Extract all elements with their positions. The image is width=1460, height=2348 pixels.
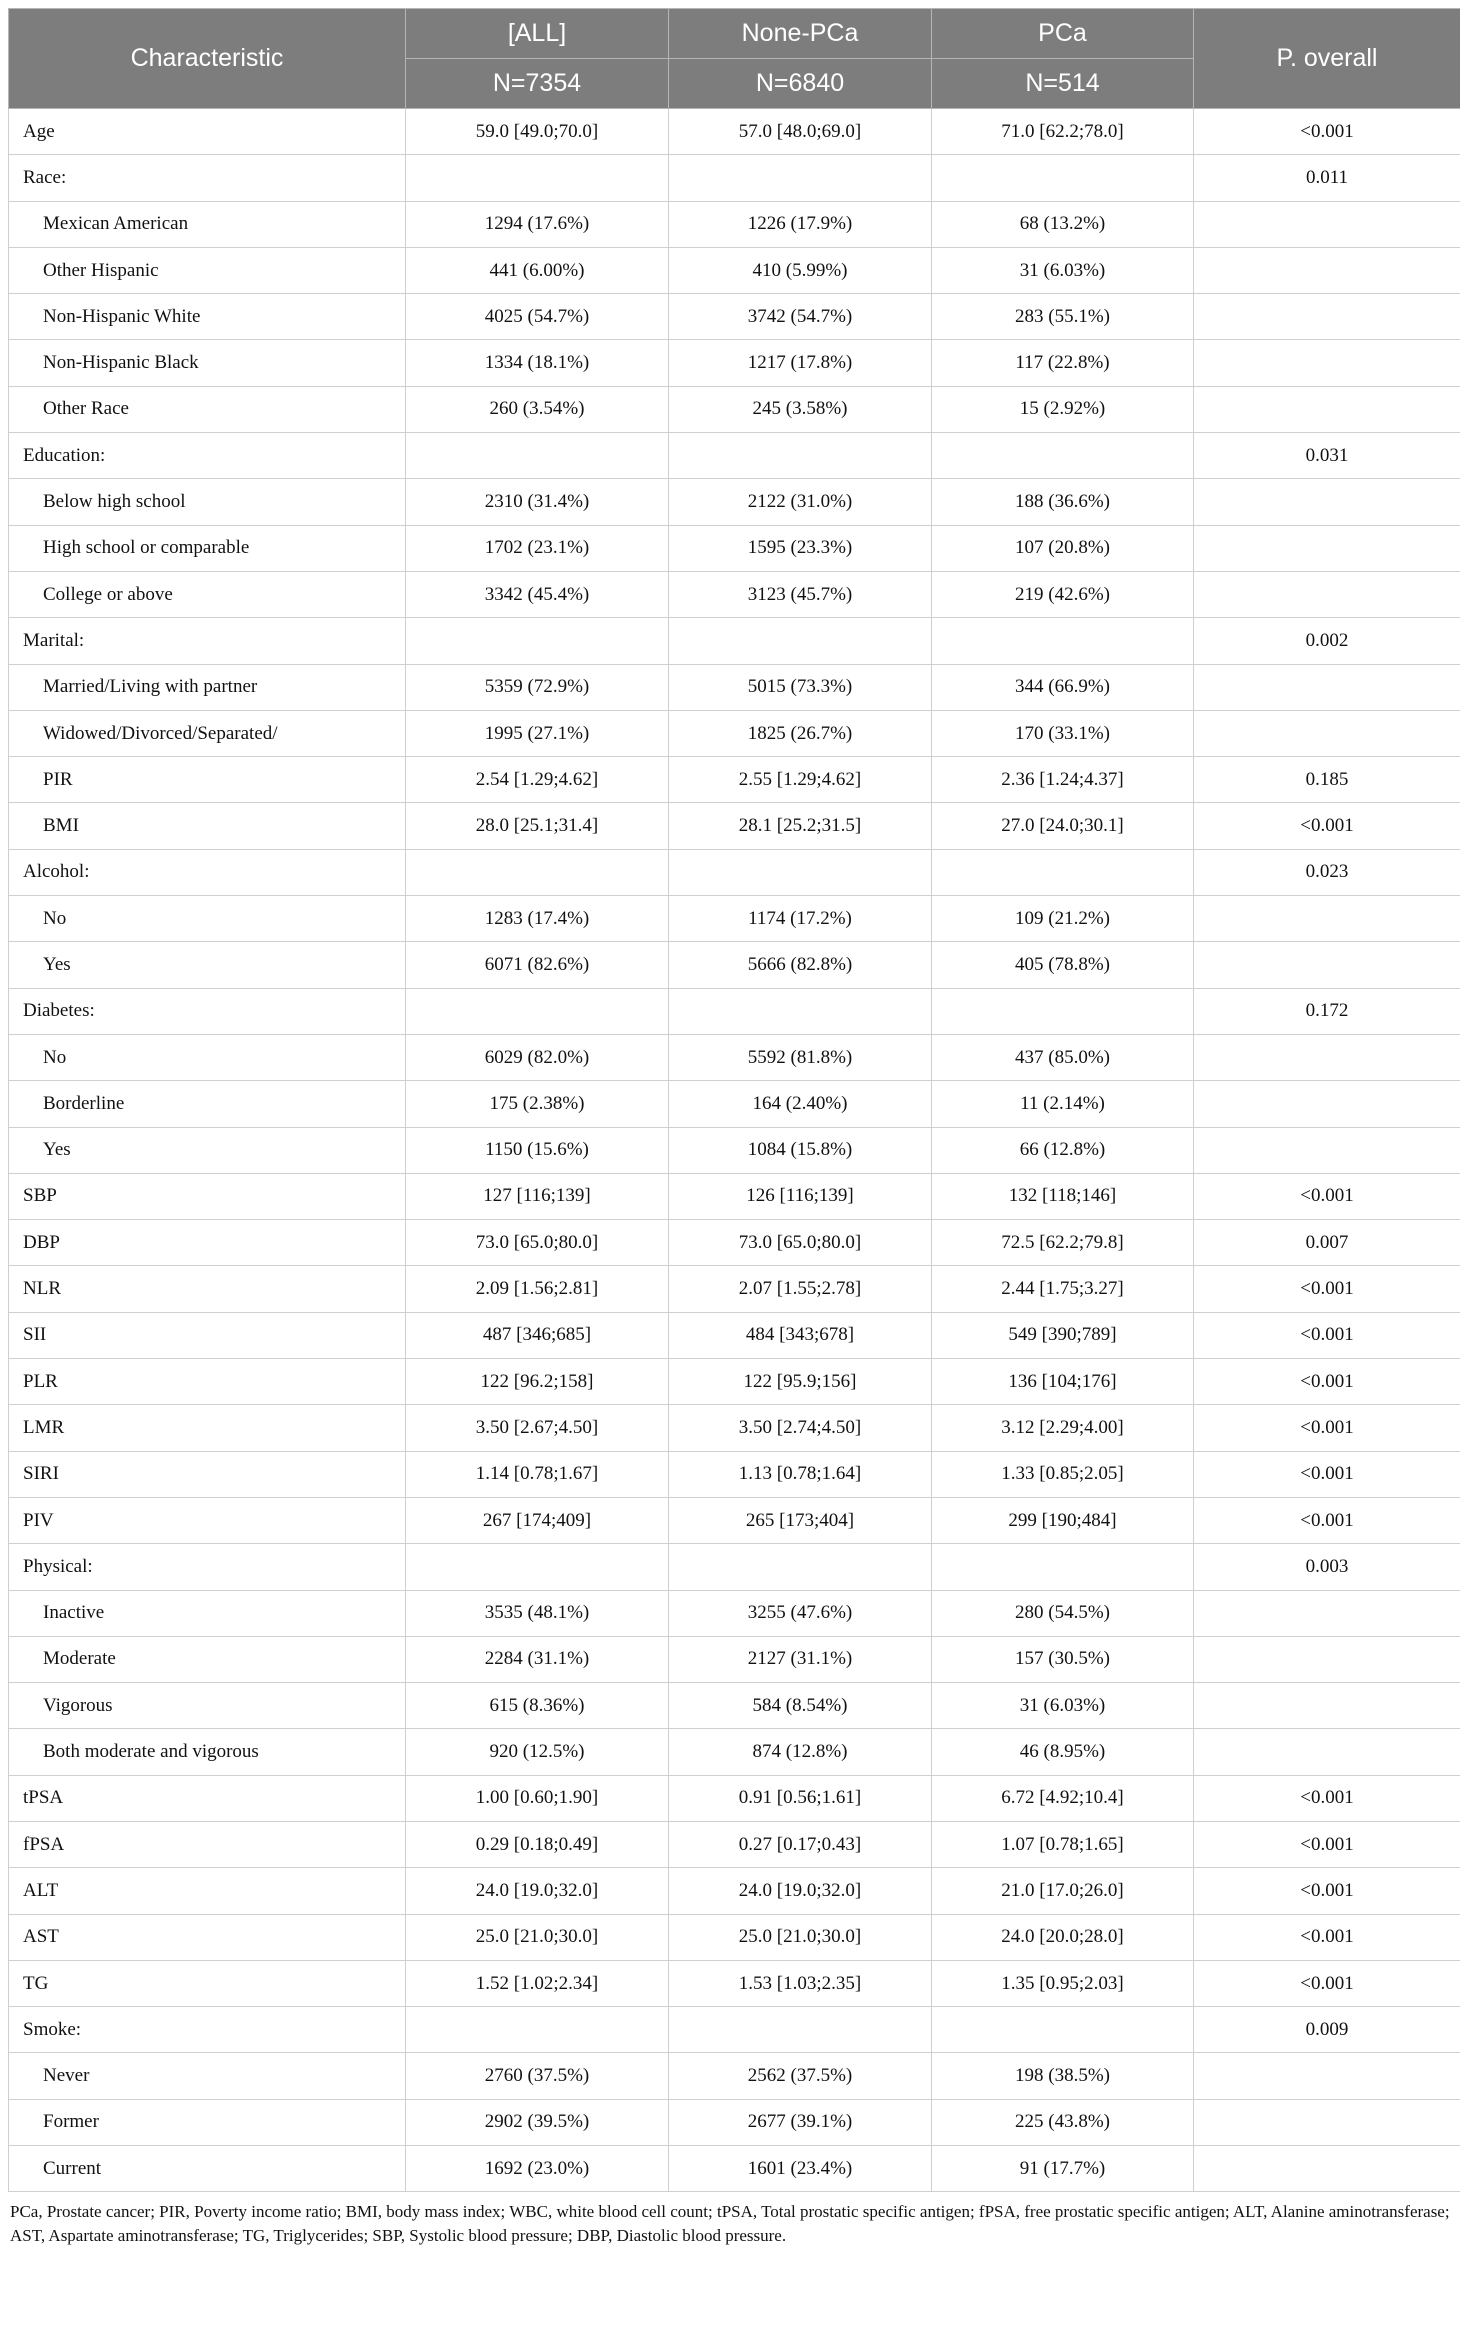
row-label: Yes [9,1127,406,1173]
table-row [9,1683,1460,1729]
value-pca: 280 (54.5%) [932,1590,1194,1636]
row-label: Married/Living with partner [9,664,406,710]
value-all: 1692 (23.0%) [406,2146,669,2192]
value-pca [932,433,1194,479]
table-row [9,1173,1460,1219]
value-p-overall [1194,710,1460,756]
value-all: 2310 (31.4%) [406,479,669,525]
value-p-overall [1194,525,1460,571]
value-none-pca: 122 [95.9;156] [669,1359,932,1405]
row-label: LMR [9,1405,406,1451]
value-none-pca: 1217 (17.8%) [669,340,932,386]
table-row [9,1497,1460,1543]
row-label: Vigorous [9,1683,406,1729]
row-label: PIR [9,757,406,803]
value-none-pca: 245 (3.58%) [669,386,932,432]
value-p-overall: 0.007 [1194,1220,1460,1266]
value-all: 2902 (39.5%) [406,2099,669,2145]
value-all: 3342 (45.4%) [406,571,669,617]
value-none-pca: 1825 (26.7%) [669,710,932,756]
value-p-overall [1194,386,1460,432]
value-p-overall: 0.023 [1194,849,1460,895]
row-label: Current [9,2146,406,2192]
value-all: 175 (2.38%) [406,1081,669,1127]
value-none-pca: 1084 (15.8%) [669,1127,932,1173]
value-pca: 132 [118;146] [932,1173,1194,1219]
value-p-overall: 0.172 [1194,988,1460,1034]
row-label: Inactive [9,1590,406,1636]
row-label: No [9,1034,406,1080]
row-label: AST [9,1914,406,1960]
row-label: SBP [9,1173,406,1219]
value-pca: 283 (55.1%) [932,294,1194,340]
value-all: 615 (8.36%) [406,1683,669,1729]
row-label: Non-Hispanic White [9,294,406,340]
value-p-overall: <0.001 [1194,1405,1460,1451]
table-row [9,109,1460,155]
value-pca: 549 [390;789] [932,1312,1194,1358]
value-all [406,2007,669,2053]
value-none-pca [669,988,932,1034]
value-p-overall: <0.001 [1194,1497,1460,1543]
row-label: PLR [9,1359,406,1405]
row-label: High school or comparable [9,525,406,571]
value-pca: 71.0 [62.2;78.0] [932,109,1194,155]
table-footnote: PCa, Prostate cancer; PIR, Poverty income ratio; BMI, body mass index; WBC, white blood cell count; tPSA, Total prostatic specific antigen; fPSA, free prostatic specific antigen; ALT, Alanine aminotransferase; AST, Aspartate aminotransferase; TG, Triglycerides; SBP, Systolic blood pressure; DBP, Diastolic blood pressure. [10,2202,1450,2246]
table-row [9,1775,1460,1821]
value-none-pca: 1.13 [0.78;1.64] [669,1451,932,1497]
row-label: Never [9,2053,406,2099]
value-pca: 170 (33.1%) [932,710,1194,756]
value-pca: 46 (8.95%) [932,1729,1194,1775]
value-all: 920 (12.5%) [406,1729,669,1775]
value-none-pca [669,618,932,664]
value-all: 487 [346;685] [406,1312,669,1358]
value-p-overall: 0.031 [1194,433,1460,479]
value-p-overall [1194,1034,1460,1080]
value-p-overall: 0.009 [1194,2007,1460,2053]
table-row [9,1821,1460,1867]
header-none-pca-n: N=6840 [669,59,932,109]
row-label: Former [9,2099,406,2145]
value-none-pca: 2.55 [1.29;4.62] [669,757,932,803]
table-row [9,340,1460,386]
value-none-pca: 28.1 [25.2;31.5] [669,803,932,849]
value-all: 73.0 [65.0;80.0] [406,1220,669,1266]
value-pca: 1.35 [0.95;2.03] [932,1960,1194,2006]
table-row [9,525,1460,571]
value-pca: 31 (6.03%) [932,1683,1194,1729]
value-pca: 344 (66.9%) [932,664,1194,710]
value-pca: 72.5 [62.2;79.8] [932,1220,1194,1266]
value-none-pca: 2677 (39.1%) [669,2099,932,2145]
value-pca [932,618,1194,664]
value-p-overall [1194,1081,1460,1127]
header-pca-n: N=514 [932,59,1194,109]
value-p-overall [1194,1590,1460,1636]
value-all: 4025 (54.7%) [406,294,669,340]
value-none-pca: 1174 (17.2%) [669,896,932,942]
value-pca: 107 (20.8%) [932,525,1194,571]
table-row [9,433,1460,479]
value-p-overall: <0.001 [1194,1821,1460,1867]
value-none-pca: 5592 (81.8%) [669,1034,932,1080]
value-all: 2760 (37.5%) [406,2053,669,2099]
table-row [9,2146,1460,2192]
table-row [9,1914,1460,1960]
value-p-overall [1194,247,1460,293]
value-p-overall [1194,1636,1460,1682]
value-none-pca: 0.27 [0.17;0.43] [669,1821,932,1867]
value-pca: 157 (30.5%) [932,1636,1194,1682]
value-pca: 2.36 [1.24;4.37] [932,757,1194,803]
value-none-pca: 3123 (45.7%) [669,571,932,617]
value-p-overall: <0.001 [1194,1312,1460,1358]
value-none-pca: 2127 (31.1%) [669,1636,932,1682]
value-all: 6071 (82.6%) [406,942,669,988]
value-pca: 225 (43.8%) [932,2099,1194,2145]
table-row [9,1729,1460,1775]
value-all: 2284 (31.1%) [406,1636,669,1682]
value-all: 441 (6.00%) [406,247,669,293]
value-pca: 1.07 [0.78;1.65] [932,1821,1194,1867]
value-none-pca: 73.0 [65.0;80.0] [669,1220,932,1266]
table-row [9,1034,1460,1080]
value-all [406,849,669,895]
value-pca: 405 (78.8%) [932,942,1194,988]
value-p-overall [1194,340,1460,386]
value-all: 1283 (17.4%) [406,896,669,942]
header-none-pca-group: None-PCa [669,9,932,59]
value-pca: 66 (12.8%) [932,1127,1194,1173]
value-none-pca: 410 (5.99%) [669,247,932,293]
value-all: 1.52 [1.02;2.34] [406,1960,669,2006]
value-all: 1150 (15.6%) [406,1127,669,1173]
value-all [406,1544,669,1590]
row-label: Below high school [9,479,406,525]
value-pca [932,849,1194,895]
value-p-overall: <0.001 [1194,1451,1460,1497]
value-pca: 3.12 [2.29;4.00] [932,1405,1194,1451]
value-pca: 299 [190;484] [932,1497,1194,1543]
value-p-overall: <0.001 [1194,1914,1460,1960]
value-p-overall: <0.001 [1194,1359,1460,1405]
value-pca: 188 (36.6%) [932,479,1194,525]
value-none-pca: 584 (8.54%) [669,1683,932,1729]
row-label: ALT [9,1868,406,1914]
table-row [9,896,1460,942]
value-none-pca: 126 [116;139] [669,1173,932,1219]
row-label: Education: [9,433,406,479]
value-all [406,618,669,664]
value-p-overall [1194,479,1460,525]
value-all: 6029 (82.0%) [406,1034,669,1080]
table-row [9,1590,1460,1636]
table-row [9,1220,1460,1266]
table-row [9,1405,1460,1451]
value-none-pca [669,433,932,479]
table-row [9,201,1460,247]
value-all: 267 [174;409] [406,1497,669,1543]
row-label: PIV [9,1497,406,1543]
value-none-pca [669,849,932,895]
table-row [9,1868,1460,1914]
value-none-pca: 265 [173;404] [669,1497,932,1543]
value-p-overall: <0.001 [1194,1266,1460,1312]
header-p-overall: P. overall [1194,9,1460,109]
value-p-overall: <0.001 [1194,1775,1460,1821]
value-p-overall [1194,1683,1460,1729]
value-pca [932,988,1194,1034]
value-pca: 6.72 [4.92;10.4] [932,1775,1194,1821]
value-p-overall [1194,2099,1460,2145]
value-pca: 11 (2.14%) [932,1081,1194,1127]
value-pca: 21.0 [17.0;26.0] [932,1868,1194,1914]
value-none-pca: 1.53 [1.03;2.35] [669,1960,932,2006]
baseline-characteristics-table-container [8,8,1460,2248]
value-none-pca: 24.0 [19.0;32.0] [669,1868,932,1914]
value-p-overall: 0.011 [1194,155,1460,201]
value-none-pca [669,1544,932,1590]
value-all: 1995 (27.1%) [406,710,669,756]
value-pca: 15 (2.92%) [932,386,1194,432]
table-header [9,9,1460,109]
value-p-overall: 0.003 [1194,1544,1460,1590]
row-label: Yes [9,942,406,988]
header-pca-group: PCa [932,9,1194,59]
row-label: Smoke: [9,2007,406,2053]
row-label: SII [9,1312,406,1358]
table-row [9,1359,1460,1405]
baseline-characteristics-table [8,8,1460,2192]
row-label: Non-Hispanic Black [9,340,406,386]
row-label: Moderate [9,1636,406,1682]
table-row [9,1312,1460,1358]
value-all: 28.0 [25.1;31.4] [406,803,669,849]
table-row [9,1544,1460,1590]
value-none-pca: 1601 (23.4%) [669,2146,932,2192]
value-p-overall [1194,201,1460,247]
row-label: fPSA [9,1821,406,1867]
value-all [406,988,669,1034]
row-label: Race: [9,155,406,201]
header-characteristic: Characteristic [9,9,406,109]
value-none-pca: 5015 (73.3%) [669,664,932,710]
value-p-overall [1194,1127,1460,1173]
row-label: NLR [9,1266,406,1312]
row-label: TG [9,1960,406,2006]
table-row [9,1081,1460,1127]
value-all: 1.00 [0.60;1.90] [406,1775,669,1821]
table-row [9,294,1460,340]
row-label: Diabetes: [9,988,406,1034]
table-row [9,803,1460,849]
value-p-overall: <0.001 [1194,1173,1460,1219]
table-row [9,757,1460,803]
table-row [9,2099,1460,2145]
table-row [9,479,1460,525]
row-label: Other Race [9,386,406,432]
row-label: Widowed/Divorced/Separated/ [9,710,406,756]
value-pca: 91 (17.7%) [932,2146,1194,2192]
table-row [9,710,1460,756]
value-none-pca: 484 [343;678] [669,1312,932,1358]
row-label: Both moderate and vigorous [9,1729,406,1775]
value-p-overall [1194,942,1460,988]
value-p-overall: 0.185 [1194,757,1460,803]
row-label: DBP [9,1220,406,1266]
table-row [9,386,1460,432]
value-all: 59.0 [49.0;70.0] [406,109,669,155]
value-all: 2.54 [1.29;4.62] [406,757,669,803]
value-p-overall: <0.001 [1194,1960,1460,2006]
value-pca: 136 [104;176] [932,1359,1194,1405]
value-all [406,433,669,479]
value-pca [932,1544,1194,1590]
value-none-pca: 25.0 [21.0;30.0] [669,1914,932,1960]
table-row [9,2053,1460,2099]
value-pca [932,155,1194,201]
value-pca: 219 (42.6%) [932,571,1194,617]
value-all: 1.14 [0.78;1.67] [406,1451,669,1497]
table-body [9,109,1460,2192]
table-row [9,988,1460,1034]
table-row [9,618,1460,664]
header-all-group: [ALL] [406,9,669,59]
row-label: Other Hispanic [9,247,406,293]
value-p-overall [1194,571,1460,617]
value-pca: 27.0 [24.0;30.1] [932,803,1194,849]
value-p-overall [1194,2146,1460,2192]
value-all: 5359 (72.9%) [406,664,669,710]
value-all: 122 [96.2;158] [406,1359,669,1405]
value-none-pca: 3.50 [2.74;4.50] [669,1405,932,1451]
value-all: 1334 (18.1%) [406,340,669,386]
row-label: Physical: [9,1544,406,1590]
value-pca: 2.44 [1.75;3.27] [932,1266,1194,1312]
value-p-overall [1194,1729,1460,1775]
table-row [9,1266,1460,1312]
table-row [9,1127,1460,1173]
value-none-pca: 1595 (23.3%) [669,525,932,571]
value-all [406,155,669,201]
table-row [9,849,1460,895]
value-all: 2.09 [1.56;2.81] [406,1266,669,1312]
table-row [9,1636,1460,1682]
value-all: 25.0 [21.0;30.0] [406,1914,669,1960]
value-all: 260 (3.54%) [406,386,669,432]
value-pca: 117 (22.8%) [932,340,1194,386]
value-p-overall: <0.001 [1194,803,1460,849]
value-pca: 68 (13.2%) [932,201,1194,247]
value-all: 1702 (23.1%) [406,525,669,571]
row-label: SIRI [9,1451,406,1497]
value-p-overall: 0.002 [1194,618,1460,664]
row-label: Alcohol: [9,849,406,895]
table-row [9,1960,1460,2006]
value-pca: 109 (21.2%) [932,896,1194,942]
row-label: Age [9,109,406,155]
table-row [9,1451,1460,1497]
value-none-pca: 1226 (17.9%) [669,201,932,247]
row-label: Mexican American [9,201,406,247]
row-label: Marital: [9,618,406,664]
value-all: 1294 (17.6%) [406,201,669,247]
row-label: tPSA [9,1775,406,1821]
value-all: 3.50 [2.67;4.50] [406,1405,669,1451]
value-pca: 198 (38.5%) [932,2053,1194,2099]
value-none-pca: 0.91 [0.56;1.61] [669,1775,932,1821]
value-p-overall [1194,294,1460,340]
table-row [9,155,1460,201]
table-row [9,664,1460,710]
value-p-overall [1194,896,1460,942]
value-none-pca: 874 (12.8%) [669,1729,932,1775]
value-p-overall: <0.001 [1194,1868,1460,1914]
value-pca: 31 (6.03%) [932,247,1194,293]
table-row [9,247,1460,293]
row-label: College or above [9,571,406,617]
value-pca [932,2007,1194,2053]
value-p-overall [1194,664,1460,710]
value-all: 0.29 [0.18;0.49] [406,1821,669,1867]
table-row [9,571,1460,617]
row-label: No [9,896,406,942]
value-p-overall: <0.001 [1194,109,1460,155]
value-pca: 437 (85.0%) [932,1034,1194,1080]
value-p-overall [1194,2053,1460,2099]
value-none-pca: 2122 (31.0%) [669,479,932,525]
value-pca: 24.0 [20.0;28.0] [932,1914,1194,1960]
table-row [9,2007,1460,2053]
value-pca: 1.33 [0.85;2.05] [932,1451,1194,1497]
value-all: 3535 (48.1%) [406,1590,669,1636]
row-label: BMI [9,803,406,849]
value-none-pca: 3742 (54.7%) [669,294,932,340]
value-none-pca: 57.0 [48.0;69.0] [669,109,932,155]
header-all-n: N=7354 [406,59,669,109]
value-none-pca: 2562 (37.5%) [669,2053,932,2099]
value-none-pca: 5666 (82.8%) [669,942,932,988]
row-label: Borderline [9,1081,406,1127]
table-row [9,942,1460,988]
value-none-pca [669,2007,932,2053]
value-all: 24.0 [19.0;32.0] [406,1868,669,1914]
value-none-pca: 2.07 [1.55;2.78] [669,1266,932,1312]
value-none-pca: 164 (2.40%) [669,1081,932,1127]
value-all: 127 [116;139] [406,1173,669,1219]
value-none-pca [669,155,932,201]
value-none-pca: 3255 (47.6%) [669,1590,932,1636]
